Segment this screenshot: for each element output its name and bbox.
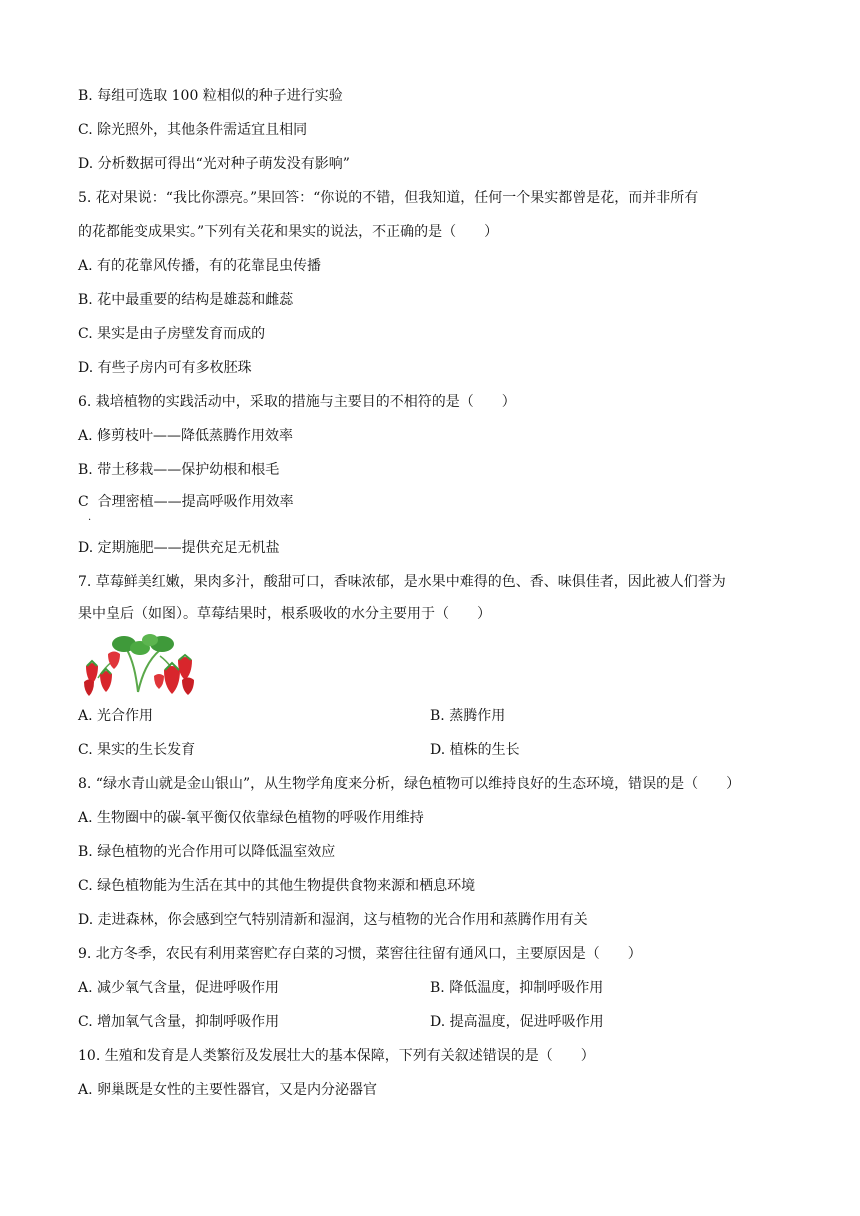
q8-option-d: D. 走进森林，你会感到空气特别清新和湿润，这与植物的光合作用和蒸腾作用有关 [78, 912, 588, 928]
q5-stem-line2: 的花都能变成果实。”下列有关花和果实的说法，不正确的是（ ） [78, 224, 499, 240]
q7-option-a: A. 光合作用 [78, 708, 154, 724]
q7-stem-line2: 果中皇后（如图）。草莓结果时，根系吸收的水分主要用于（ ） [78, 606, 491, 622]
q9-stem: 9. 北方冬季，农民有利用菜窖贮存白菜的习惯，菜窖往往留有通风口，主要原因是（ ） [78, 946, 642, 962]
q7-option-d: D. 植株的生长 [430, 742, 520, 758]
q6-option-d: D. 定期施肥——提供充足无机盐 [78, 540, 280, 556]
q6-stem: 6. 栽培植物的实践活动中，采取的措施与主要目的不相符的是（ ） [78, 394, 516, 410]
q4-option-d: D. 分析数据可得出“光对种子萌发没有影响” [78, 156, 350, 172]
q5-option-d: D. 有些子房内可有多枚胚珠 [78, 360, 252, 376]
q5-option-b: B. 花中最重要的结构是雄蕊和雌蕊 [78, 292, 294, 308]
q8-option-b: B. 绿色植物的光合作用可以降低温室效应 [78, 844, 336, 860]
strawberry-plant-icon [78, 630, 200, 700]
q10-stem: 10. 生殖和发育是人类繁衍及发展壮大的基本保障，下列有关叙述错误的是（ ） [78, 1048, 595, 1064]
q4-option-b: B. 每组可选取 100 粒相似的种子进行实验 [78, 88, 343, 104]
q6-option-c [78, 492, 294, 512]
q10-option-a: A. 卵巢既是女性的主要性器官，又是内分泌器官 [78, 1082, 378, 1098]
q6-option-c-letter: C [78, 494, 89, 510]
q7-option-b: B. 蒸腾作用 [430, 708, 506, 724]
q8-option-a: A. 生物圈中的碳-氧平衡仅依靠绿色植物的呼吸作用维持 [78, 810, 424, 826]
q6-option-c-dot: . [88, 512, 92, 523]
q5-stem-line1: 5. 花对果说：“我比你漂亮。”果回答：“你说的不错，但我知道，任何一个果实都曾是花，而并非所有 [78, 190, 699, 206]
q6-option-a: A. 修剪枝叶——降低蒸腾作用效率 [78, 428, 294, 444]
q8-option-c: C. 绿色植物能为生活在其中的其他生物提供食物来源和栖息环境 [78, 878, 476, 894]
q5-option-a: A. 有的花靠风传播，有的花靠昆虫传播 [78, 258, 322, 274]
q9-option-d: D. 提高温度，促进呼吸作用 [430, 1014, 604, 1030]
q6-option-c-text: 合理密植——提高呼吸作用效率 [97, 494, 294, 510]
q4-option-c: C. 除光照外，其他条件需适宜且相同 [78, 122, 308, 138]
q5-option-c: C. 果实是由子房壁发育而成的 [78, 326, 266, 342]
q8-stem: 8. “绿水青山就是金山银山”，从生物学角度来分析，绿色植物可以维持良好的生态环境，错误的是（ ） [78, 776, 741, 792]
q7-stem-line1: 7. 草莓鲜美红嫩，果肉多汁，酸甜可口，香味浓郁，是水果中难得的色、香、味俱佳者，因此被人们誉为 [78, 574, 726, 590]
q7-option-c: C. 果实的生长发育 [78, 742, 196, 758]
q6-option-b: B. 带土移栽——保护幼根和根毛 [78, 462, 280, 478]
strawberry-figure [78, 630, 200, 700]
q9-option-b: B. 降低温度，抑制呼吸作用 [430, 980, 604, 996]
q9-option-a: A. 减少氧气含量，促进呼吸作用 [78, 980, 280, 996]
q9-option-c: C. 增加氧气含量，抑制呼吸作用 [78, 1014, 280, 1030]
